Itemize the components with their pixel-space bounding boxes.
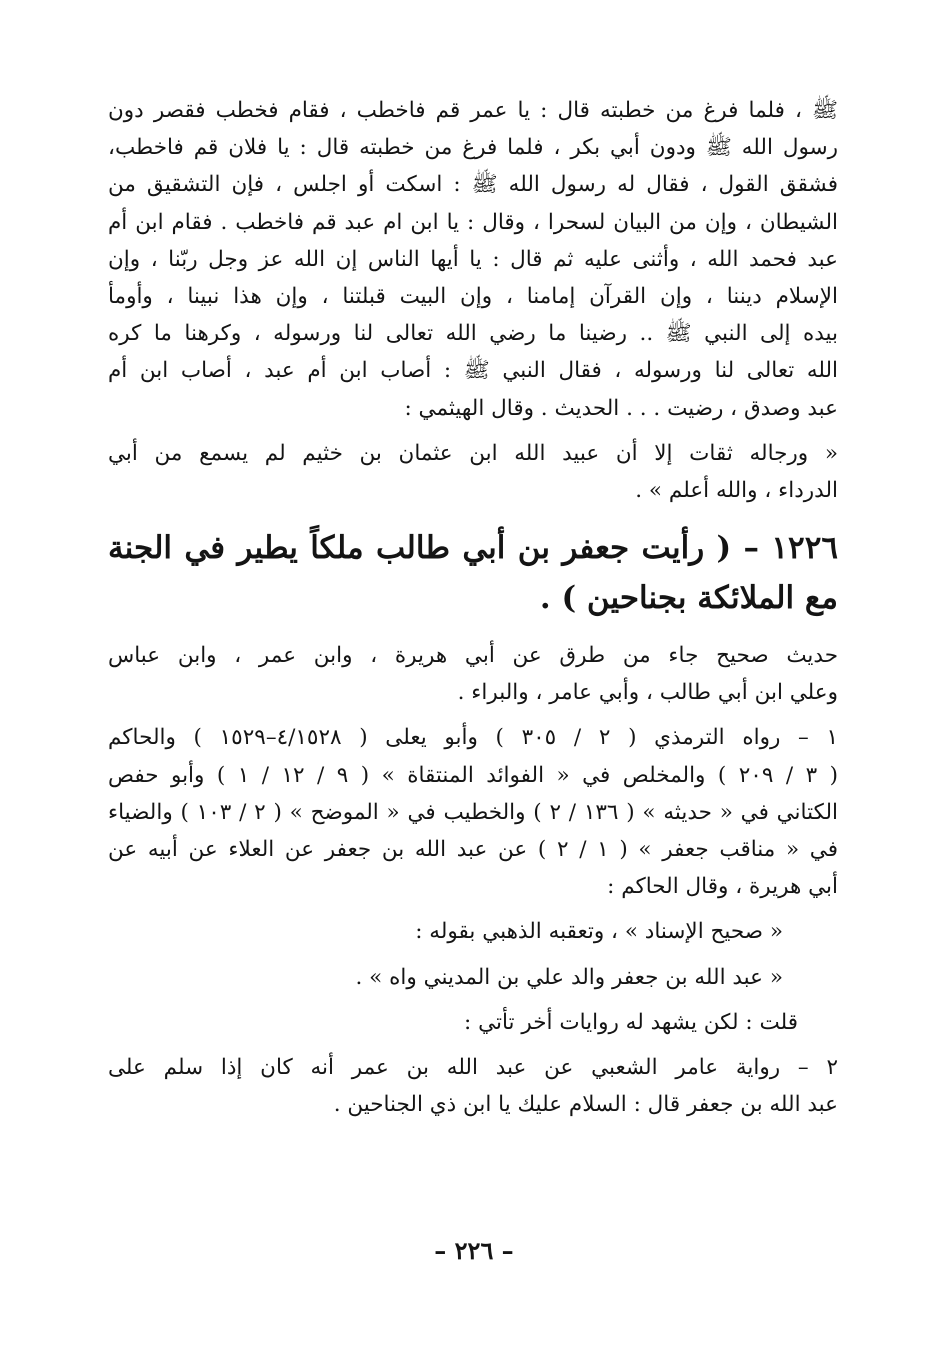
text-line: ( ٣ / ٢٠٩ ) والمخلص في « الفوائد المنتقاة » ( ٩ / ١٢ / ١ ) وأبو حفص xyxy=(108,762,838,788)
text-line: حديث صحيح جاء من طرق عن أبي هريرة ، وابن عمر ، وابن عباس xyxy=(108,643,838,669)
text-line: عبد فحمد الله ، وأثنى عليه ثم قال : يا أيها الناس إن الله عز وجل ربّنا ، وإن xyxy=(108,246,838,272)
text-line: الشيطان ، وإن من البيان لسحرا ، وقال : يا ابن ام عبد قم فاخطب . فقام ابن أم xyxy=(108,209,838,235)
paragraph-hadith-continuation xyxy=(108,92,838,427)
text-line: ﷺ ، فلما فرغ من خطبته قال : يا عمر قم فاخطب ، فقام فخطب فقصر دون xyxy=(108,98,838,123)
text-line: عبد وصدق ، رضيت . . . الحديث . وقال الهيثمي : xyxy=(404,395,838,421)
text-line: ١ – رواه الترمذي ( ٢ / ٣٠٥ ) وأبو يعلى ( ٤/١٥٢٨–١٥٢٩ ) والحاكم xyxy=(108,725,838,751)
page-number: – ٢٢٦ – xyxy=(434,1236,514,1265)
quote-haythami xyxy=(108,435,838,509)
text-line: بيده إلى النبي ﷺ .. رضينا ما رضي الله تعالى لنا ورسوله ، وكرهنا ما كره xyxy=(108,321,838,347)
text-line: « ورجاله ثقات إلا أن عبيد الله ابن عثمان بن خثيم لم يسمع من أبي xyxy=(108,440,838,466)
text-line: الله تعالى لنا ورسوله ، فقال النبي ﷺ : أصاب ابن أم عبد ، أصاب ابن أم xyxy=(108,358,838,384)
text-line: الدرداء ، والله أعلم » . xyxy=(635,477,838,503)
hadith-heading xyxy=(108,523,838,623)
paragraph-note xyxy=(108,1004,838,1041)
page-body xyxy=(108,92,838,1123)
text-line: الكتاني في « حديثه » ( ١٣٦ / ٢ ) والخطيب في « الموضح » ( ٢ / ١٠٣ ) والضياء xyxy=(108,799,838,825)
paragraph-narration-2 xyxy=(108,1049,838,1123)
text-line: فشقق القول ، فقال له رسول الله ﷺ : اسكت أو اجلس ، فإن التشقيق من xyxy=(108,172,838,198)
text-line: « صحيح الإسناد » ، وتعقبه الذهبي بقوله : xyxy=(415,919,783,945)
heading-line: ١٢٢٦ – ( رأيت جعفر بن أبي طالب ملكاً يطير في الجنة xyxy=(108,530,838,567)
paragraph-verdict xyxy=(108,637,838,711)
quote-dhahabi xyxy=(108,959,838,996)
quote-hakim xyxy=(108,913,838,950)
text-line: ٢ – رواية عامر الشعبي عن عبد الله بن عمر أنه كان إذا سلم على xyxy=(108,1054,838,1080)
text-line: رسول الله ﷺ ودون أبي بكر ، فلما فرغ من خطبته قال : يا فلان قم فاخطب، xyxy=(108,135,838,161)
text-line: في « مناقب جعفر » ( ١ / ٢ ) عن عبد الله بن جعفر عن العلاء عن أبيه عن xyxy=(108,837,838,862)
text-line: قلت : لكن يشهد له روايات أخر تأتي : xyxy=(464,1009,798,1035)
paragraph-narration-1 xyxy=(108,719,838,905)
text-line: أبي هريرة ، وقال الحاكم : xyxy=(607,874,838,900)
text-line: « عبد الله بن جعفر والد علي بن المديني واه » . xyxy=(355,964,783,990)
heading-line: مع الملائكة بجناحين ) . xyxy=(539,580,838,617)
text-line: عبد الله بن جعفر قال : السلام عليك يا ابن ذي الجناحين . xyxy=(333,1092,838,1118)
text-line: وعلي ابن أبي طالب ، وأبي عامر ، والبراء . xyxy=(457,680,838,706)
text-line: الإسلام ديننا ، وإن القرآن إمامنا ، وإن البيت قبلتنا ، وإن هذا نبينا ، وأومأ xyxy=(108,283,838,309)
